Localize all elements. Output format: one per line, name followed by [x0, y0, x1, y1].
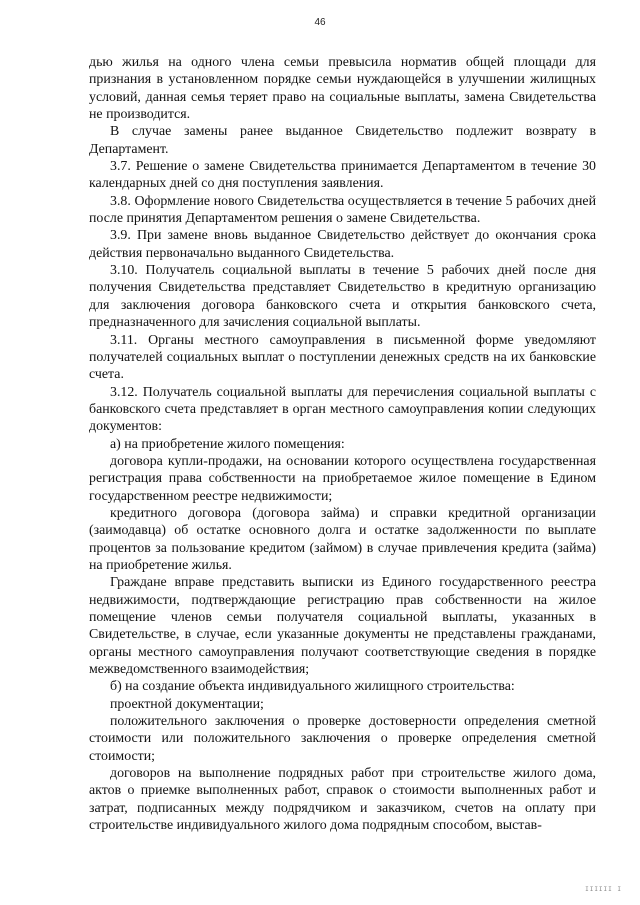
paragraph-p13: б) на создание объекта индивидуального жилищного строительства:: [110, 679, 515, 695]
paragraph-p5: 3.9. При замене вновь выданное Свидетельство действует до окончания срока действия первоначально выданного Свидетельства.: [89, 228, 596, 261]
paragraph-p14: проектной документации;: [110, 696, 264, 712]
paragraph-p6: 3.10. Получатель социальной выплаты в течение 5 рабочих дней после дня получения Свидетельства представляет Свидетельство в кредитную организацию для заключения договора банковского счета и открытия банковского счета, предназначенного для зачисления социальной выплаты.: [89, 263, 596, 331]
paragraph-p8: 3.12. Получатель социальной выплаты для перечисления социальной выплаты с банковского счета представляет в орган местного самоуправления копии следующих документов:: [89, 384, 596, 435]
paragraph-p1: дью жилья на одного члена семьи превысила норматив общей площади для признания в установленном порядке семьи нуждающейся в улучшении жилищных условий, данная семья теряет право на социальные выплаты, замена Свидетельства не производится.: [89, 55, 596, 123]
paragraph-p12: Граждане вправе представить выписки из Единого государственного реестра недвижимости, подтверждающие регистрацию прав собственности на жилое помещение членов семьи получателя социальной выплаты, указанных в Свидетельстве, в случае, если указанные документы не представлены гражданами, органы местного самоуправления получают соответствующие сведения в порядке межведомственного взаимодействия;: [89, 575, 596, 678]
paragraph-p11: кредитного договора (договора займа) и справки кредитной организации (заимодавца) об остатке основного долга и остатке задолженности по выплате процентов за пользование кредитом (займом) в случае привлечения кредита (займа) на приобретение жилья.: [89, 505, 596, 573]
scan-mark: IIIIII I: [585, 886, 622, 893]
paragraph-p4: 3.8. Оформление нового Свидетельства осуществляется в течение 5 рабочих дней после принятия Департаментом решения о замене Свидетельства.: [89, 193, 596, 227]
paragraph-p9: а) на приобретение жилого помещения:: [110, 436, 345, 452]
paragraph-p16: договоров на выполнение подрядных работ при строительстве жилого дома, актов о приемке выполненных работ, справок о стоимости выполненных работ и затрат, подписанных между подрядчиком и заказчиком, счетов на оплату при строительстве индивидуального жилого дома подрядным способом, выстав-: [89, 766, 596, 834]
paragraph-p10: договора купли-продажи, на основании которого осуществлена государственная регистрация права собственности на приобретаемое жилое помещение в Едином государственном реестре недвижимости;: [89, 453, 596, 504]
document-body: [89, 54, 596, 834]
paragraph-p3: 3.7. Решение о замене Свидетельства принимается Департаментом в течение 30 календарных дней со дня поступления заявления.: [89, 159, 596, 192]
page-number: 46: [314, 17, 326, 28]
paragraph-p15: положительного заключения о проверке достоверности определения сметной стоимости или положительного заключения о проверке определения сметной стоимости;: [89, 714, 596, 764]
paragraph-p2: В случае замены ранее выданное Свидетельство подлежит возврату в Департамент.: [89, 124, 596, 157]
paragraph-p7: 3.11. Органы местного самоуправления в письменной форме уведомляют получателей социальных выплат о поступлении денежных средств на их банковские счета.: [89, 332, 596, 383]
